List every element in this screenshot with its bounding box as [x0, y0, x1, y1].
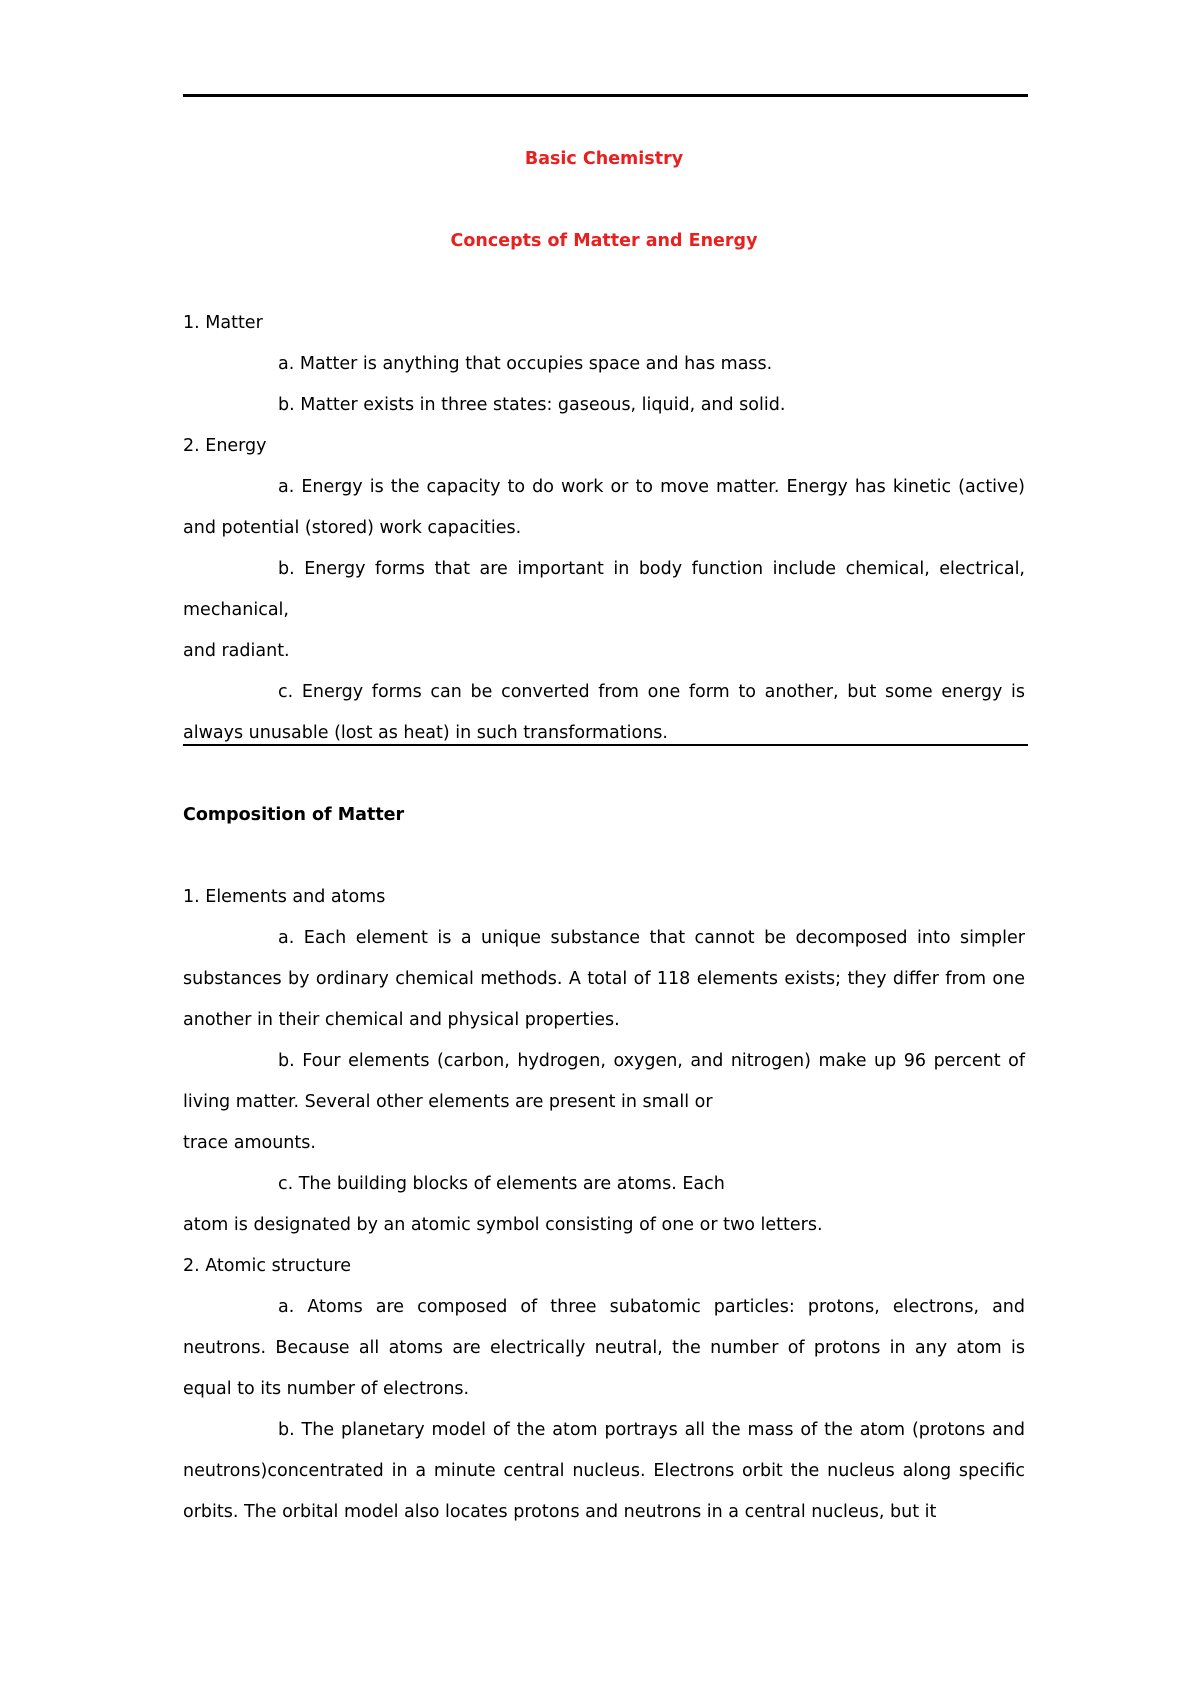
section-matter-energy: [183, 303, 1025, 754]
list-subitem-energy-b-continued: and radiant.: [183, 641, 290, 661]
top-horizontal-rule: [183, 94, 1028, 97]
list-subitem-matter-b: b. Matter exists in three states: gaseous, liquid, and solid.: [278, 395, 786, 415]
list-item-atomic-structure: 2. Atomic structure: [183, 1256, 352, 1276]
list-subitem-energy-c: c. Energy forms can be converted from one form to another, but some energy is always unusable (lost as heat) in such transformations.: [183, 682, 1025, 743]
list-subitem-atomic-a: a. Atoms are composed of three subatomic particles: protons, electrons, and neutrons. Because all atoms are electrically neutral, the number of protons in any atom is equal to its number of electrons.: [183, 1297, 1025, 1399]
list-subitem-elements-a: a. Each element is a unique substance that cannot be decomposed into simpler substances by ordinary chemical methods. A total of 118 elements exists; they differ from one another in their chemical and physical properties.: [183, 928, 1025, 1030]
list-subitem-matter-a: a. Matter is anything that occupies space and has mass.: [278, 354, 773, 374]
list-subitem-energy-b: b. Energy forms that are important in body function include chemical, electrical, mechanical,: [183, 559, 1025, 620]
list-subitem-elements-c-continued: atom is designated by an atomic symbol consisting of one or two letters.: [183, 1215, 823, 1235]
list-subitem-atomic-b: b. The planetary model of the atom portrays all the mass of the atom (protons and neutrons)concentrated in a minute central nucleus. Electrons orbit the nucleus along specific orbits. The orbital model also locates protons and neutrons in a central nucleus, but it: [183, 1420, 1025, 1522]
list-subitem-elements-c: c. The building blocks of elements are atoms. Each: [278, 1174, 725, 1194]
section-divider-rule: [183, 744, 1028, 746]
section-heading: Composition of Matter: [183, 805, 405, 825]
list-subitem-energy-a: a. Energy is the capacity to do work or to move matter. Energy has kinetic (active) and potential (stored) work capacities.: [183, 477, 1025, 538]
document-subtitle: Concepts of Matter and Energy: [450, 231, 758, 251]
list-subitem-elements-b-continued: trace amounts.: [183, 1133, 316, 1153]
document-title: Basic Chemistry: [524, 149, 684, 169]
list-item-elements-atoms: 1. Elements and atoms: [183, 887, 386, 907]
list-subitem-elements-b: b. Four elements (carbon, hydrogen, oxygen, and nitrogen) make up 96 percent of living matter. Several other elements are present in small or: [183, 1051, 1025, 1112]
section-composition-of-matter: [183, 795, 1025, 836]
list-item-matter: 1. Matter: [183, 313, 263, 333]
section-composition-list: [183, 877, 1025, 1533]
list-item-energy: 2. Energy: [183, 436, 267, 456]
